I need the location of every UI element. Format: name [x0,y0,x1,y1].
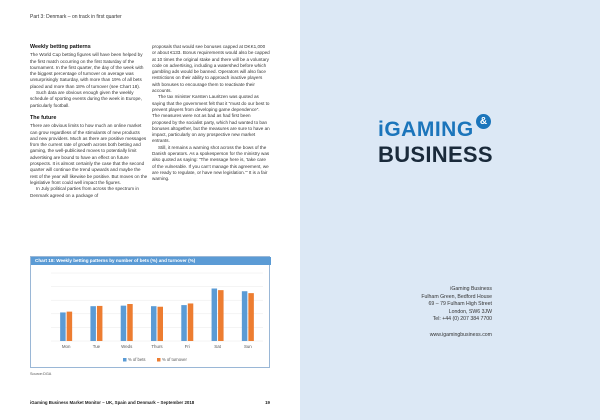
chart-18 [30,256,270,368]
x-tick-label: Thurs [151,344,163,349]
x-tick-label: Tue [92,344,101,349]
bar-turnover [158,307,164,341]
page-number: 19 [265,400,270,405]
x-tick-label: Weds [121,344,133,349]
bar-bets [242,291,248,341]
x-tick-label: Mon [61,344,71,349]
bar-chart [31,265,271,369]
paragraph: The World Cup betting figures will have been helped by the first match occurring on the first Saturday of the tournament. In the first quarter, the day of the week with the biggest percentage of turnover on average was unsurprisingly Saturday, with more than 19% of all bets placed and more than 18% of turnover (see Chart 18). [30,52,144,89]
bar-bets [90,306,96,341]
contact-address [360,286,492,324]
website-link[interactable]: www.igamingbusiness.com [429,332,492,338]
igaming-business-logo [378,116,493,188]
bar-turnover [188,303,194,341]
logo-ampersand: & [476,114,491,129]
address-line: iGaming Business [450,286,492,292]
bar-turnover [67,312,73,341]
right-page [300,0,600,420]
heading-the-future: The future [30,114,57,121]
paragraph: There are obvious limits to how much an online market can grow regardless of the stimulants of new products and new providers. Much as there are positive messages from the current rate of growth across both betting and gaming, the well-publicised moves to potentially limit advertising are bound to have an effect on future prospects. It is almost certainly the case that the second quarter will continue the trend upwards and maybe the rest of the year will likewise be positive. But moves on the legislative front could well impact the figures. [30,123,148,185]
bar-bets [60,312,65,341]
chart-source: Source:DGA [30,372,52,376]
legend-label: % of bets [128,357,146,362]
paragraph: The tax minister Karsten Lauritzen was quoted as saying that the government felt that it “must do our best to prevent players from developing game dependence”. [152,94,270,112]
phone-number: Tel: +44 (0) 207 384 7700 [432,316,492,323]
footer-text: iGaming Business Market Monitor – UK, Spain and Denmark – September 2018 [30,400,195,405]
text-column-2 [152,44,270,183]
x-tick-label: Sun [243,344,252,349]
running-head: Part 3: Denmark – on track in first quarter [30,14,122,20]
paragraph: Still, it remains a warning shot across the bows of the Danish operators. As a spokesperson for the ministry was also quoted as saying: “The message here is, ‘take care of the vulnerable. If you can’t manage this agreement, we are ready to regulate, or have new legislation.’” It is a fair warning. [152,144,270,182]
logo-word-top: iGAMING [378,118,474,141]
x-tick-label: Fri [184,344,190,349]
bar-bets [181,305,187,341]
paragraph: proposals that would see bonuses capped at DKK1,000 or about €133. Bonus requirements would also be capped at 10 times the original stake and there will be a voluntary code on advertising, including a watershed before which gambling ads would be banned. Operators will also face restrictions on their ability to approach inactive players with bonuses to encourage them to reactivate their accounts. [152,44,270,94]
address-line: London, SW6 3JW [448,308,492,315]
bar-turnover [218,290,224,341]
page-footer [30,400,270,405]
bar-bets [212,289,218,341]
legend-swatch [123,358,127,362]
text-column-1 [30,44,148,199]
bar-turnover [97,306,103,341]
bar-turnover [248,293,254,341]
bar-turnover [127,304,133,341]
legend-swatch [157,358,161,362]
bar-bets [151,306,157,341]
paragraph: Such data are obvious enough given the weekly schedule of sporting events during the week in Europe, particularly football. [30,90,142,108]
chart-title: Chart 18: Weekly betting patterns by number of bets (%) and turnover (%) [31,257,271,265]
logo-word-bottom: BUSINESS [378,142,493,167]
paragraph: The measures were not as bad as had first been proposed by the socialist party, which had wanted to ban bonuses altogether, but the measures are sure to have an impact, particularly on any prospective new market entrants. [152,113,270,144]
x-tick-label: Sat [214,344,221,349]
bar-bets [121,306,127,341]
address-line: Fulham Green, Bedford House [421,293,492,300]
legend-label: % of turnover [162,357,187,362]
address-line: 69 – 79 Fulham High Street [428,301,492,308]
heading-weekly-betting: Weekly betting patterns [30,44,91,50]
paragraph: In July political parties from across the spectrum in Denmark agreed on a package of [30,186,139,198]
